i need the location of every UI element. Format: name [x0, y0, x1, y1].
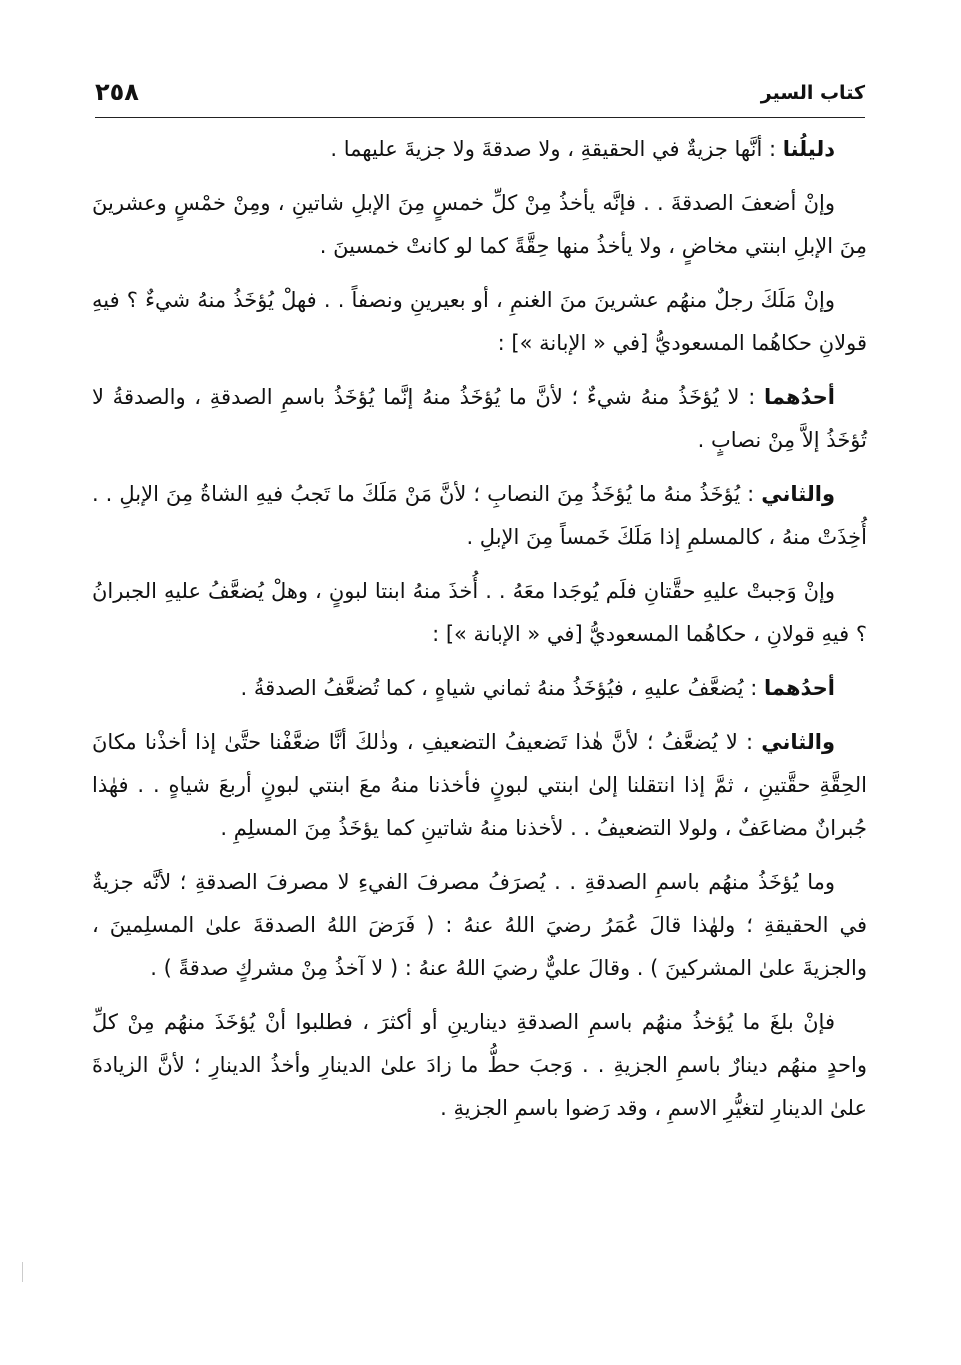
paragraph-lead: والثاني [761, 730, 835, 754]
paragraph [92, 1001, 867, 1130]
paragraph-text: وإنْ مَلَكَ رجلٌ منهُم عشرينَ منَ الغنمِ ، أو بعيرينِ ونصفاً . . فهلْ يُؤخَذُ منهُ شيءٌ ؟ فيهِ قولانِ حكاهُما المسعوديُّ [في « الإبانة »] : [92, 288, 867, 355]
paragraph [92, 861, 867, 990]
paragraph-text: : يُؤخَذُ منهُ ما يُؤخَذُ مِنَ النصابِ ؛ لأنَّ مَنْ مَلَكَ ما تَجبُ فيهِ الشاةُ مِنَ الإبلِ . . أُخِذَتْ منهُ ، كالمسلمِ إذا مَلَكَ خَمساً مِنَ الإبلِ . [92, 482, 867, 549]
paragraph-lead: والثاني [761, 482, 835, 506]
paragraph-lead: أحدُهما [764, 385, 835, 409]
paragraph [92, 279, 867, 365]
paragraph-text: : لا يُؤخَذُ منهُ شيءٌ ؛ لأنَّ ما يُؤخَذُ منهُ إنَّما يُؤخَذُ باسمِ الصدقةِ ، والصدقةُ لا تُؤخَذُ إلاَّ مِنْ نصابٍ . [92, 385, 867, 452]
header-rule [95, 117, 865, 118]
paragraph-text: : أنَّها جزيةٌ في الحقيقةِ ، ولا صدقةَ ولا جزيةَ عليهما . [330, 137, 783, 161]
paragraph-text: : يُضعَّفُ عليهِ ، فيُؤخَذُ منهُ ثماني شياهٍ ، كما تُضعَّفُ الصدقةُ . [240, 676, 764, 700]
paragraph-lead: أحدُهما [764, 676, 835, 700]
page-number: ٢٥٨ [95, 78, 139, 106]
paragraph [92, 570, 867, 656]
paragraph [92, 376, 867, 462]
paragraph [92, 182, 867, 268]
page-body [92, 128, 867, 1141]
paragraph-lead: دليلُنا [782, 137, 835, 161]
paragraph [92, 473, 867, 559]
paragraph [92, 721, 867, 850]
paragraph-text: وإنْ أضعفَ الصدقةَ . . فإنَّه يأخذُ مِنْ كلِّ خمسٍ مِنَ الإبلِ شاتينِ ، ومِنْ خمْسٍ وعشرينَ مِنَ الإبلِ ابنتي مخاضٍ ، ولا يأخذُ منها حِقَّةً كما لو كانتْ خمسينَ . [92, 191, 867, 258]
page-header [95, 74, 865, 114]
paragraph-text: : لا يُضعَّفُ ؛ لأنَّ هٰذا تَضعيفُ التضعيفِ ، وذٰلكَ أنَّا ضعَّفْنا حتَّىٰ إذا أخذْنا مكانَ الحِقَّةِ حقَّتينِ ، ثمَّ إذا انتقلنا إلىٰ ابنتي لبونٍ فأخذنا منهُ معَ ابنتي لبونٍ أربعَ شياهٍ . . فهٰذا جُبرانٌ مضاعَفٌ ، ولولا التضعيفُ . . لأخذنا منهُ شاتينِ كما يؤخَذُ مِنَ المسلِمِ . [92, 730, 867, 840]
paragraph-text: وما يُؤخَذُ منهُم باسمِ الصدقةِ . . يُصرَفُ مصرفَ الفيءِ لا مصرفَ الصدقةِ ؛ لأنَّه جزيةٌ في الحقيقةِ ؛ ولهٰذا قالَ عُمَرُ رضيَ اللهُ عنهُ : ( فَرَضَ اللهُ الصدقةَ علىٰ المسلِمينَ ، والجزيةَ علىٰ المشركينَ ) . وقالَ عليٌّ رضيَ اللهُ عنهُ : ( لا آخذُ مِنْ مشركٍ صدقةً ) . [92, 870, 867, 980]
scan-margin-mark [22, 1262, 23, 1282]
paragraph [92, 128, 867, 171]
paragraph-text: فإنْ بلغَ ما يُؤخذُ منهُم باسمِ الصدقةِ دينارينِ أو أكثرَ ، فطلبوا أنْ يُؤخَذَ منهُم مِنْ كلِّ واحدٍ منهُم دينارٌ باسمِ الجزيةِ . . وَجبَ حطُّ ما زادَ علىٰ الدينارِ وأخذُ الدينارِ ؛ لأنَّ الزيادةَ علىٰ الدينارِ لتغيُّرِ الاسمِ ، وقد رَضوا باسمِ الجزيةِ . [92, 1010, 867, 1120]
running-title: كتاب السير [760, 82, 865, 104]
paragraph [92, 667, 867, 710]
paragraph-text: وإنْ وَجبتْ عليهِ حقَّتانِ فلَم يُوجَدا معَهُ . . أُخذَ منهُ ابنتا لبونٍ ، وهلْ يُضعَّفُ عليهِ الجبرانُ ؟ فيهِ قولانِ ، حكاهُما المسعوديُّ [في « الإبانة »] : [92, 579, 867, 646]
